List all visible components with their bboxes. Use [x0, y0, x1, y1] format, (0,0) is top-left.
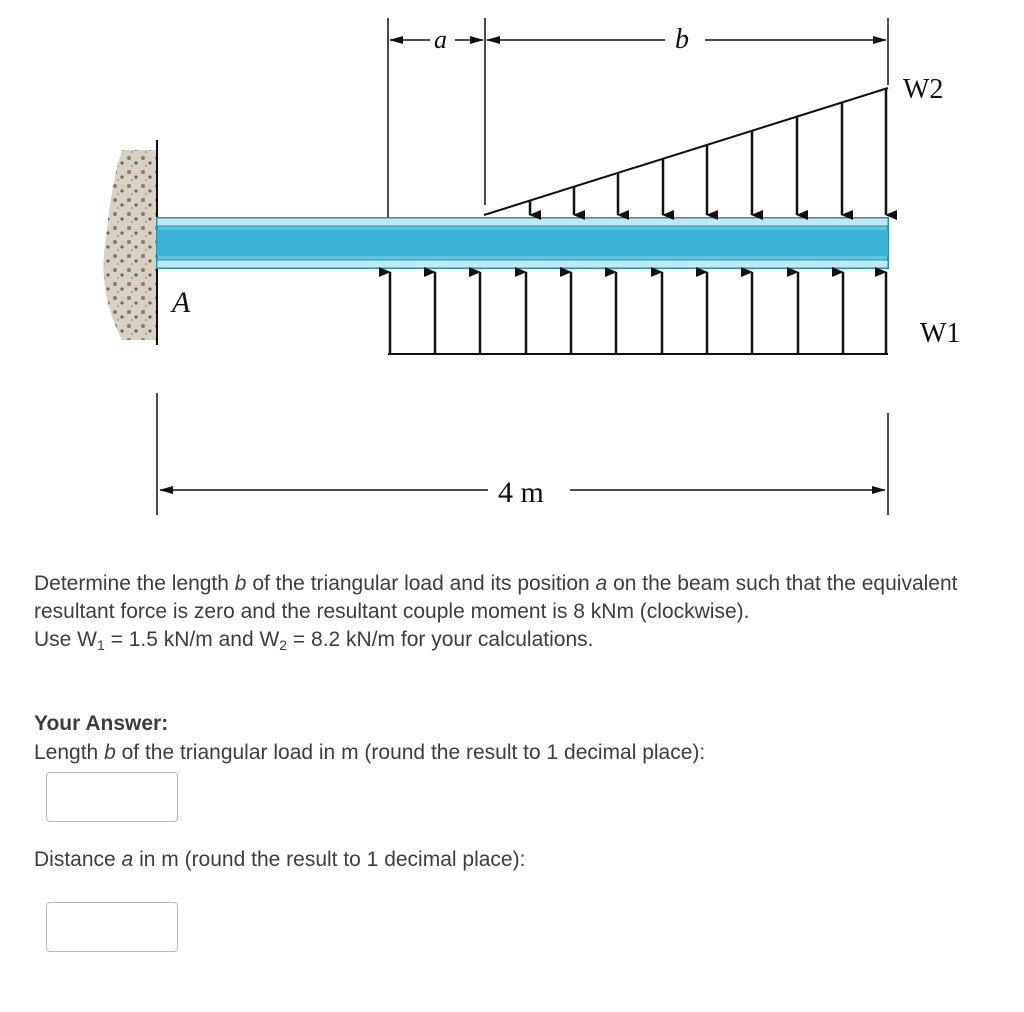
label-support-a: A [172, 286, 191, 319]
var-a: a [595, 572, 608, 595]
question-text: Determine the length b of the triangular load and its position a on the beam such that the equivalent resultant force is zero and the resultant couple moment is 8 kNm (clockwise). Use $W_1 = 1.5$ kN/m and $W_2 = 8.2$ kN/m for your calculations. [34, 570, 984, 659]
answer-label-b: Length b of the triangular load in m (round the result to 1 decimal place): [34, 741, 706, 764]
answer-heading: Your Answer: [34, 712, 169, 735]
answer-input-a[interactable] [46, 902, 178, 952]
answer-label-a: Distance a in m (round the result to 1 decimal place): [34, 848, 526, 871]
triangular-load-outline [484, 88, 888, 215]
given-values: Use $W_1 = 1.5$ kN/m and $W_2 = 8.2$ kN/m for your calculations. [34, 628, 594, 653]
top-dimension-lines [388, 18, 888, 217]
label-length: 4 m [498, 476, 544, 509]
answer-input-b[interactable] [46, 772, 178, 822]
label-b: b [675, 24, 689, 55]
uniform-load-arrows [390, 272, 886, 354]
beam-top-flange [157, 218, 888, 226]
label-w1: W1 [920, 318, 961, 349]
var-b: b [234, 572, 247, 595]
beam-bottom-flange [157, 260, 888, 268]
fixed-support-wall [103, 150, 157, 340]
label-a: a [434, 25, 447, 54]
triangular-load-arrows [530, 89, 886, 215]
label-w2: W2 [903, 74, 944, 105]
beam-core [157, 230, 888, 256]
